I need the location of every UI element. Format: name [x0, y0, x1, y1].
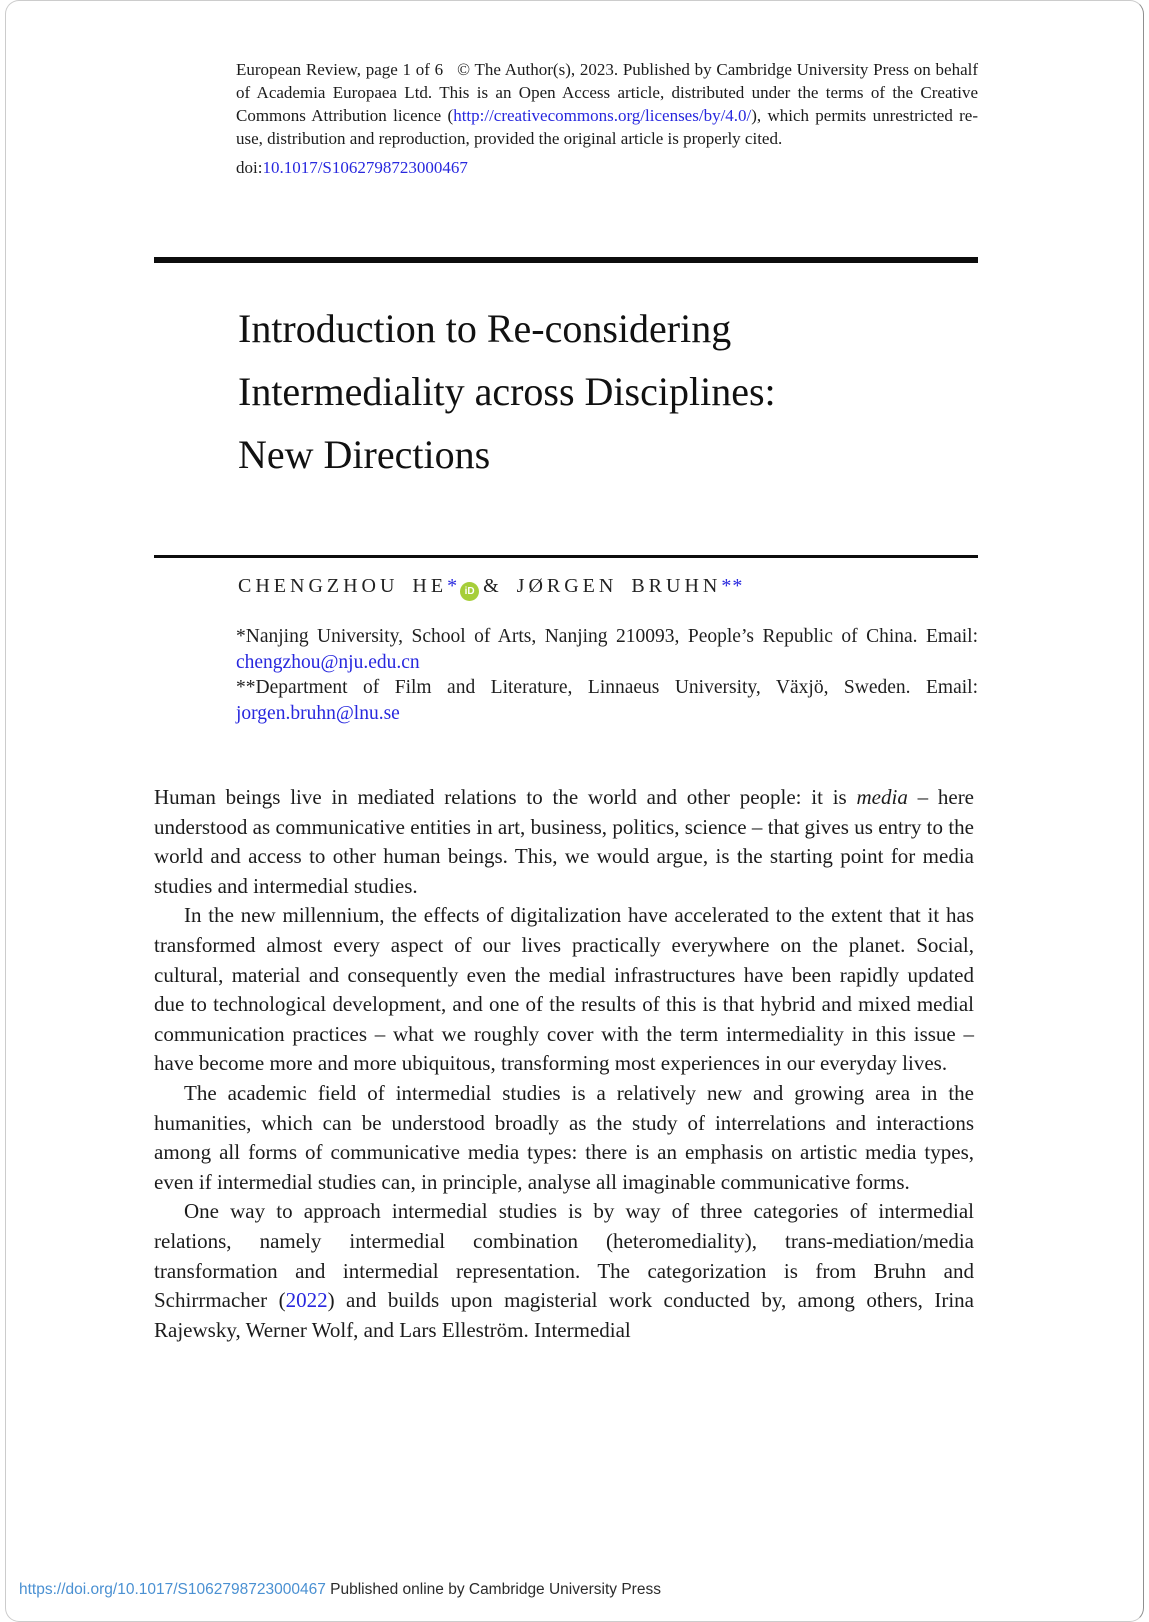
- affiliation-1-email-link[interactable]: chengzhou@nju.edu.cn: [236, 651, 420, 673]
- affiliations: [236, 624, 978, 726]
- author-1-name: CHENGZHOU HE: [238, 575, 448, 597]
- author-1-footnote-mark[interactable]: *: [447, 575, 459, 597]
- author-byline: [238, 573, 1113, 601]
- paragraph-3: The academic field of intermedial studies is a relatively new and growing area in the humanities, which can be understood broadly as the study of interrelations and interactions among all forms of communicative media types: there is an emphasis on artistic media types, even if intermedial studies can, in principle, analyse all imaginable communicative forms.: [154, 1080, 974, 1194]
- top-rule: [154, 257, 978, 263]
- paragraph-1-italic-term: media: [856, 785, 908, 809]
- title-line-3: New Directions: [238, 432, 491, 477]
- copyright-text-post: ), which permits unrestricted re-use, distribution and reproduction, provided the original article is properly cited.: [236, 106, 978, 148]
- affiliation-1-text: *Nanjing University, School of Arts, Nanjing 210093, People’s Republic of China. Email:: [236, 626, 978, 647]
- orcid-icon[interactable]: iD: [460, 582, 479, 601]
- paragraph-4-text-pre: One way to approach intermedial studies is by way of three categories of intermedial relations, namely intermedial combination (heteromediality), trans-mediation/media transformation and intermedial representation. The categorization is from Bruhn and Schirrmacher (: [154, 1199, 974, 1313]
- article-title: [238, 297, 1113, 486]
- citation-link-2022[interactable]: 2022: [285, 1288, 328, 1313]
- paragraph-1-text-pre: Human beings live in mediated relations to the world and other people: it is: [154, 785, 857, 809]
- paragraph-1: [154, 783, 974, 901]
- doi-label: doi:: [236, 158, 263, 177]
- title-line-1: Introduction to Re-considering: [238, 306, 732, 351]
- title-line-2: Intermediality across Disciplines:: [238, 369, 776, 414]
- author-2-name: JØRGEN BRUHN: [516, 575, 722, 597]
- journal-line: European Review, page 1 of 6: [236, 60, 444, 79]
- footer-publisher-text: Published online by Cambridge University Press: [325, 1581, 661, 1598]
- license-link[interactable]: http://creativecommons.org/licenses/by/4.0/: [453, 106, 752, 125]
- affiliation-2-text: **Department of Film and Literature, Linnaeus University, Växjö, Sweden. Email:: [236, 677, 978, 698]
- page-sheet: [5, 0, 1144, 1622]
- paragraph-4: [154, 1197, 974, 1345]
- paragraph-2: In the new millennium, the effects of digitalization have accelerated to the extent that it has transformed almost every aspect of our lives practically everywhere on the planet. Social, cultural, material and consequently even the medial infrastructures have been rapidly updated due to technological development, and one of the results of this is that hybrid and mixed medial communication practices – what we roughly cover with the term intermediality in this issue – have become more and more ubiquitous, transforming most experiences in our everyday lives.: [154, 903, 974, 1076]
- page-footer: [19, 1581, 661, 1599]
- title-rule: [154, 555, 978, 558]
- affiliation-2-email-link[interactable]: jorgen.bruhn@lnu.se: [236, 702, 400, 724]
- paragraph-1-text-post: – here understood as communicative entities in art, business, politics, science – that gives us entry to the world and access to other human beings. This, we would argue, is the starting point for media studies and intermedial studies.: [154, 785, 975, 898]
- author-separator: &: [483, 575, 517, 597]
- doi-line: [236, 156, 978, 179]
- doi-link[interactable]: 10.1017/S1062798723000467: [262, 158, 468, 177]
- author-2-footnote-mark[interactable]: **: [721, 575, 744, 597]
- front-matter: [236, 58, 978, 179]
- footer-doi-link[interactable]: https://doi.org/10.1017/S1062798723000467: [19, 1581, 326, 1598]
- paragraph-4-text-post: ) and builds upon magisterial work conducted by, among others, Irina Rajewsky, Werner Wolf, and Lars Elleström. Intermedial: [154, 1288, 975, 1342]
- copyright-text-pre: © The Author(s), 2023. Published by Cambridge University Press on behalf of Academia Europaea Ltd. This is an Open Access article, distributed under the terms of the Creative Commons Attribution licence (: [236, 60, 979, 125]
- article-body: [154, 783, 974, 1345]
- copyright-notice: [236, 58, 978, 150]
